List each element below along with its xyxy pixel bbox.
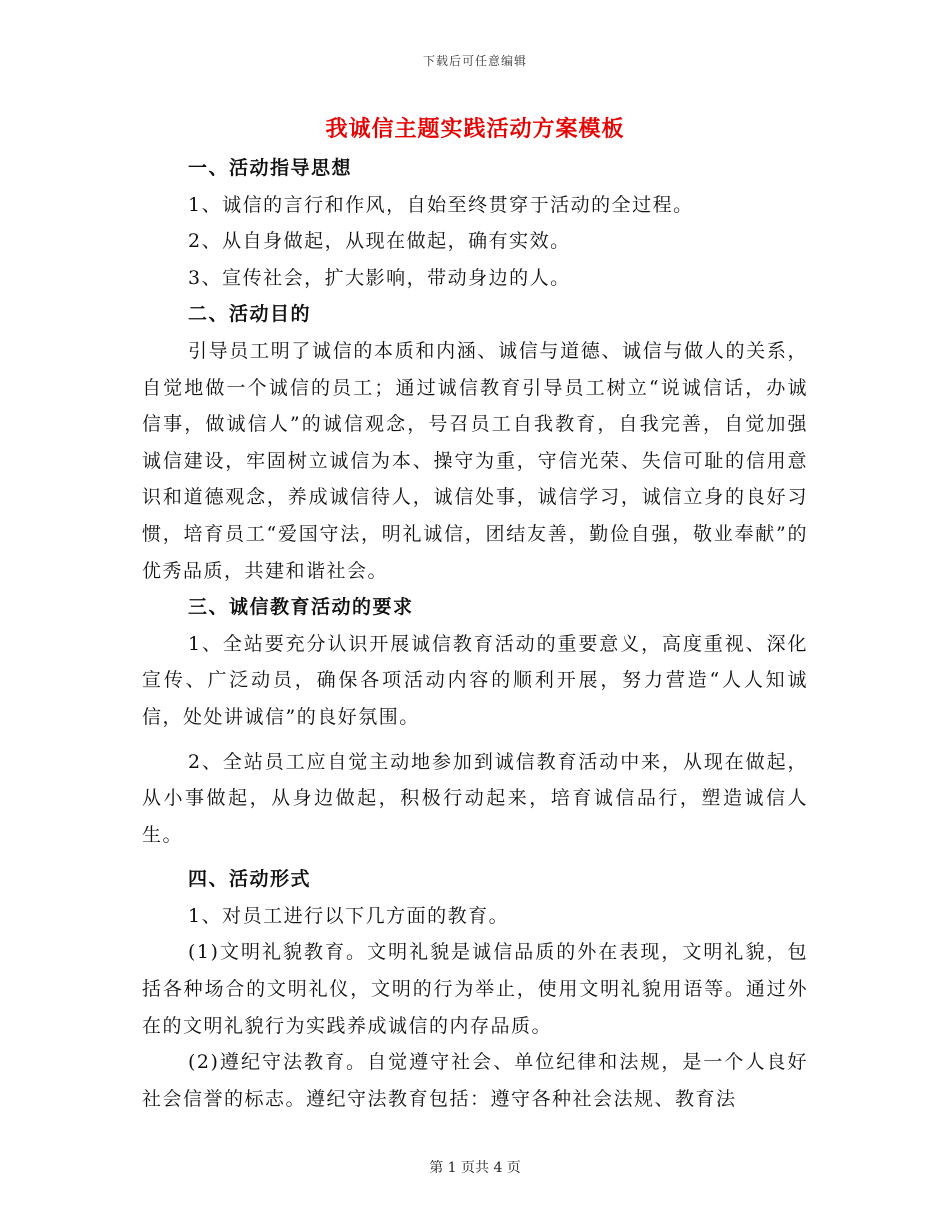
list-item: 1、对员工进行以下几方面的教育。	[188, 904, 510, 927]
section-heading-3: 三、诚信教育活动的要求	[188, 596, 414, 619]
section-heading-1: 一、活动指导思想	[188, 157, 353, 179]
list-item: 2、从自身做起，从现在做起，确有实效。	[188, 230, 571, 253]
paragraph: (1)文明礼貌教育。文明礼貌是诚信品质的外在表现，文明礼貌，包括各种场合的文明礼仪，文明的行为举止，使用文明礼貌用语等。通过外在的文明礼貌行为实践养成诚信的内存品质。	[142, 941, 808, 1037]
list-item: 1、诚信的言行和作风，自始至终贯穿于活动的全过程。	[188, 193, 694, 216]
paragraph: (2)遵纪守法教育。自觉遵守社会、单位纪律和法规，是一个人良好社会信誉的标志。遵纪守法教育包括：遵守各种社会法规、教育法	[142, 1051, 808, 1110]
paragraph: 1、全站要充分认识开展诚信教育活动的重要意义，高度重视、深化宣传、广泛动员，确保各项活动内容的顺利开展，努力营造“人人知诚信，处处讲诚信”的良好氛围。	[142, 632, 808, 728]
document-title: 我诚信主题实践活动方案模板	[325, 116, 625, 142]
document-body	[142, 150, 808, 1117]
section-heading-4: 四、活动形式	[188, 868, 312, 891]
page-header: 下载后可任意编辑	[422, 54, 527, 68]
section-heading-2: 二、活动目的	[188, 303, 312, 326]
paragraph: 2、全站员工应自觉主动地参加到诚信教育活动中来，从现在做起，从小事做起，从身边做起，积极行动起来，培育诚信品行，塑造诚信人生。	[142, 750, 808, 846]
page-footer: 第 1 页共 4 页	[429, 1160, 521, 1176]
list-item: 3、宣传社会，扩大影响，带动身边的人。	[188, 266, 571, 289]
paragraph: 引导员工明了诚信的本质和内涵、诚信与道德、诚信与做人的关系，自觉地做一个诚信的员工；通过诚信教育引导员工树立“说诚信话，办诚信事，做诚信人”的诚信观念，号召员工自我教育，自我完善，自觉加强诚信建设，牢固树立诚信为本、操守为重，守信光荣、失信可耻的信用意识和道德观念，养成诚信待人，诚信处事，诚信学习，诚信立身的良好习惯，培育员工“爱国守法，明礼诚信，团结友善，勤俭自强，敬业奉献”的优秀品质，共建和谐社会。	[142, 339, 808, 582]
